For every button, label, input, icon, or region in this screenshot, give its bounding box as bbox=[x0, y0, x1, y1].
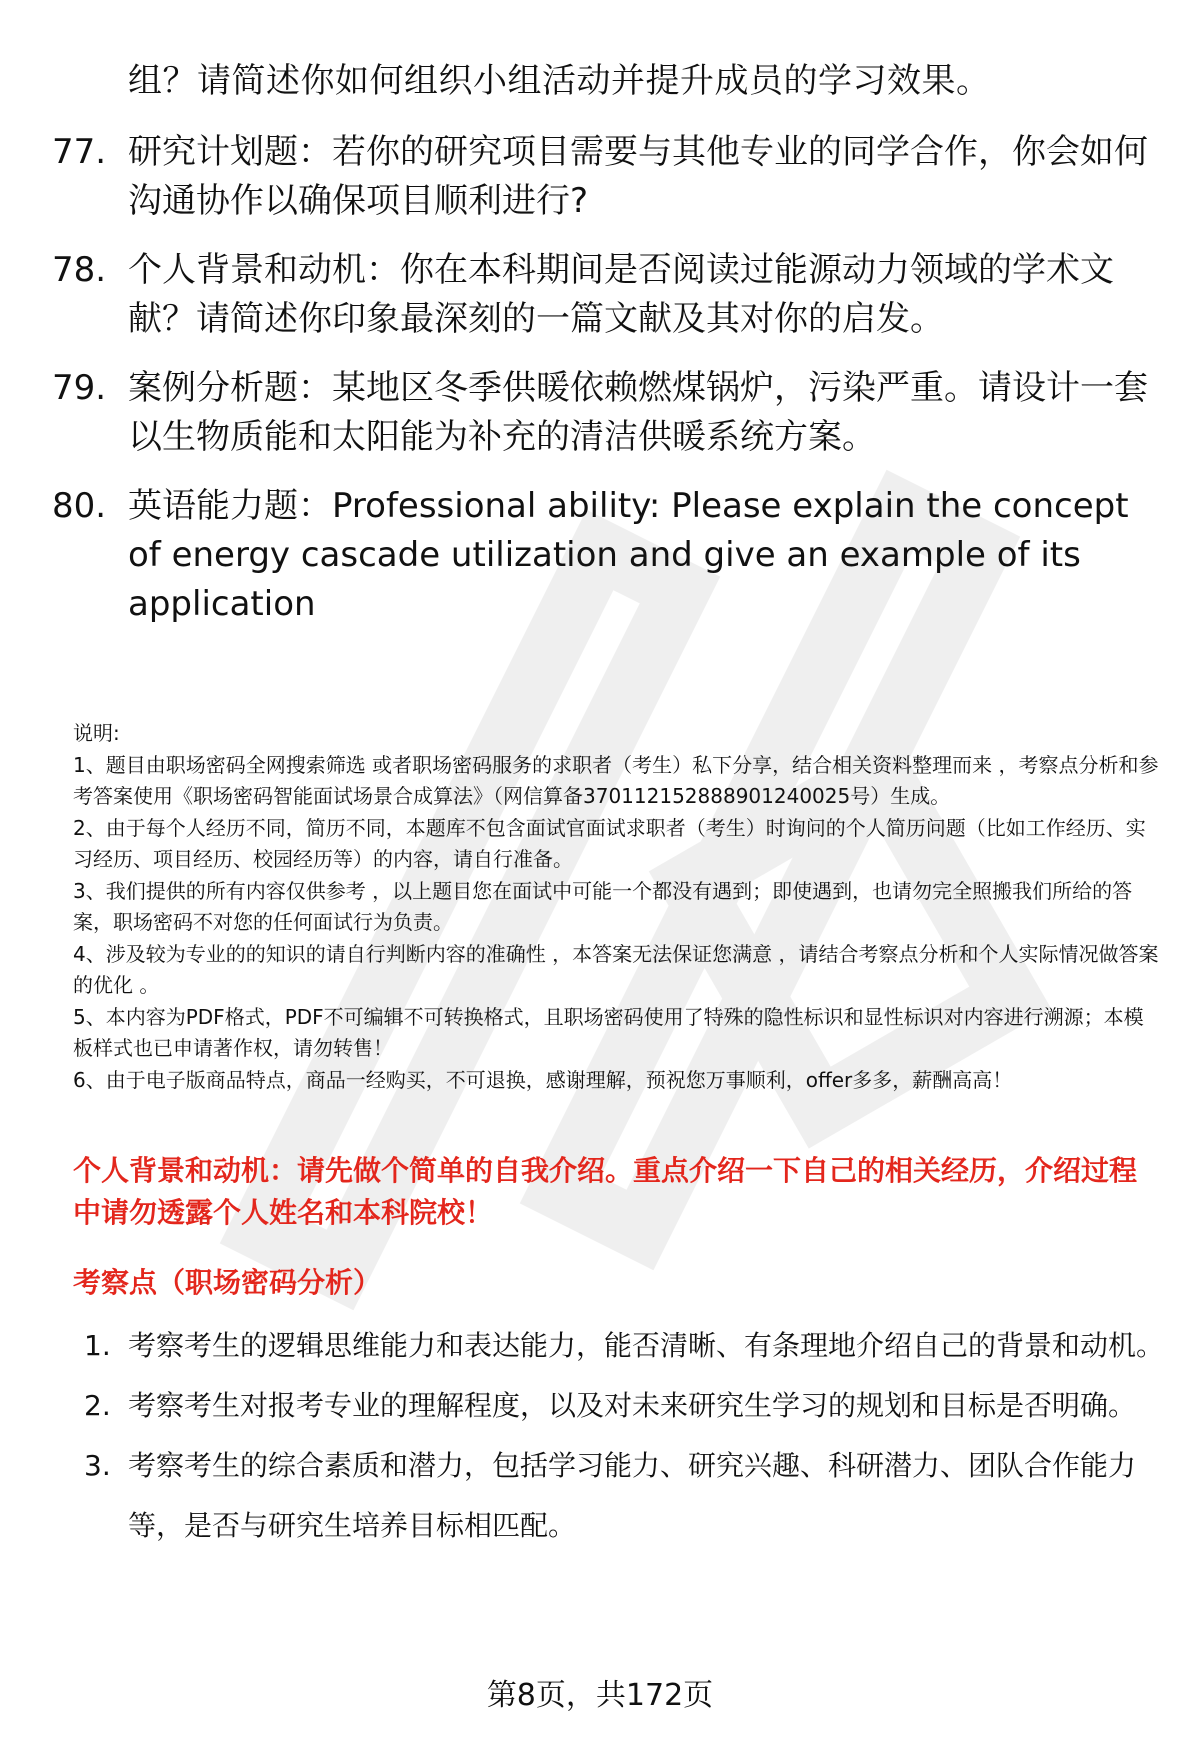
question-number: 78. bbox=[52, 250, 107, 290]
note-item: 1、题目由职场密码全网搜索筛选 或者职场密码服务的求职者（考生）私下分享，结合相关资料整理而来 ，考察点分析和参考答案使用《职场密码智能面试场景合成算法》（网信算备370112152888901240025号）生成。 bbox=[73, 752, 1159, 808]
point-number: 2. bbox=[84, 1389, 111, 1422]
note-item: 4、涉及较为专业的的知识的请自行判断内容的准确性 ，本答案无法保证您满意 ，请结合考察点分析和个人实际情况做答案的优化 。 bbox=[73, 941, 1159, 997]
point-number: 3. bbox=[84, 1449, 111, 1482]
point-text: 考察考生的逻辑思维能力和表达能力，能否清晰、有条理地介绍自己的背景和动机。 bbox=[128, 1329, 1165, 1362]
note-item: 2、由于每个人经历不同，简历不同，本题库不包含面试官面试求职者（考生）时询问的个人简历问题（比如工作经历、实习经历、项目经历、校园经历等）的内容，请自行准备。 bbox=[73, 815, 1146, 871]
highlight-question: 个人背景和动机：请先做个简单的自我介绍。重点介绍一下自己的相关经历，介绍过程中请勿透露个人姓名和本科院校！ bbox=[73, 1154, 1138, 1229]
analysis-point bbox=[84, 1436, 1164, 1556]
question-number: 77. bbox=[52, 132, 107, 172]
question-text: 个人背景和动机：你在本科期间是否阅读过能源动力领域的学术文献？请简述你印象最深刻的一篇文献及其对你的启发。 bbox=[128, 250, 1114, 339]
notes-title: 说明: bbox=[73, 721, 120, 745]
note-item: 3、我们提供的所有内容仅供参考 ，以上题目您在面试中可能一个都没有遇到；即使遇到，也请勿完全照搬我们所给的答案，职场密码不对您的任何面试行为负责。 bbox=[73, 878, 1133, 934]
question-text: 英语能力题：Professional ability: Please explain the concept of energy cascade utilization and give an example of its application bbox=[128, 486, 1129, 624]
question-77 bbox=[52, 128, 1162, 226]
note-item: 6、由于电子版商品特点，商品一经购买，不可退换，感谢理解，预祝您万事顺利，offer多多，薪酬高高！ bbox=[73, 1067, 1013, 1092]
question-text: 研究计划题：若你的研究项目需要与其他专业的同学合作，你会如何沟通协作以确保项目顺利进行? bbox=[128, 132, 1148, 221]
analysis-title: 考察点（职场密码分析） bbox=[73, 1266, 382, 1299]
point-text: 考察考生的综合素质和潜力，包括学习能力、研究兴趣、科研潜力、团队合作能力等，是否与研究生培养目标相匹配。 bbox=[128, 1449, 1137, 1542]
question-number: 80. bbox=[52, 486, 107, 526]
analysis-point bbox=[84, 1376, 1164, 1436]
question-78 bbox=[52, 246, 1162, 344]
point-text: 考察考生对报考专业的理解程度，以及对未来研究生学习的规划和目标是否明确。 bbox=[128, 1389, 1137, 1422]
note-item: 5、本内容为PDF格式，PDF不可编辑不可转换格式，且职场密码使用了特殊的隐性标识和显性标识对内容进行溯源；本模板样式也已申请著作权，请勿转售！ bbox=[73, 1004, 1144, 1060]
analysis-point bbox=[84, 1316, 1164, 1376]
question-text: 案例分析题：某地区冬季供暖依赖燃煤锅炉，污染严重。请设计一套以生物质能和太阳能为补充的清洁供暖系统方案。 bbox=[128, 368, 1148, 457]
question-continuation: 组？请简述你如何组织小组活动并提升成员的学习效果。 bbox=[128, 61, 991, 101]
question-79 bbox=[52, 364, 1162, 462]
question-80 bbox=[52, 482, 1162, 629]
question-number: 79. bbox=[52, 368, 107, 408]
page-footer: 第8页，共172页 bbox=[486, 1678, 714, 1713]
analysis-points bbox=[84, 1316, 1164, 1556]
point-number: 1. bbox=[84, 1329, 111, 1362]
notes-section bbox=[73, 718, 1163, 1096]
